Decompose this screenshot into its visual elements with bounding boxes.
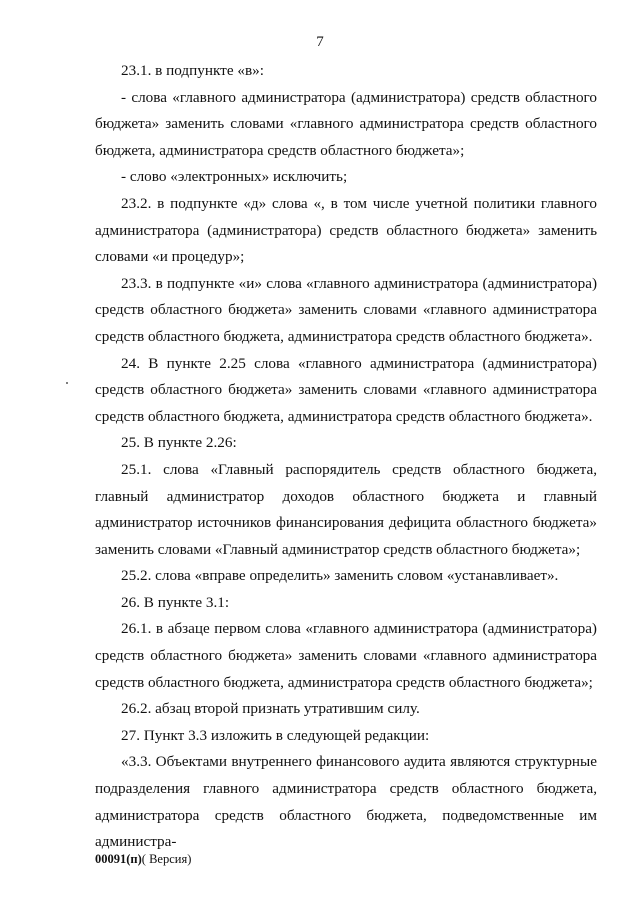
- paragraph: 24. В пункте 2.25 слова «главного администратора (администратора) средств областного бюджета» заменить словами «главного администратора средств областного бюджета, администратора средств областного бюджета».: [95, 354, 597, 425]
- paragraph: - слова «главного администратора (администратора) средств областного бюджета» заменить словами «главного администратора средств областного бюджета, администратора средств областного бюджета»;: [95, 88, 597, 159]
- paragraph: 25.2. слова «вправе определить» заменить словом «устанавливает».: [121, 567, 559, 585]
- footer-code: 00091(п): [95, 852, 142, 866]
- paragraph: 26.2. абзац второй признать утратившим силу.: [121, 700, 420, 718]
- margin-mark: [66, 382, 68, 384]
- footer-label: ( Версия): [141, 852, 192, 866]
- document-footer: [95, 852, 191, 867]
- paragraph: 26.1. в абзаце первом слова «главного администратора (администратора) средств областного бюджета» заменить словами «главного администратора средств областного бюджета, администратора средств областного бюджета»;: [95, 620, 597, 691]
- paragraph: 23.3. в подпункте «и» слова «главного администратора (администратора) средств областного бюджета» заменить словами «главного администратора средств областного бюджета, администратора средств областного бюджета».: [95, 274, 597, 345]
- paragraph: 23.1. в подпункте «в»:: [121, 62, 264, 79]
- paragraph: 25.1. слова «Главный распорядитель средств областного бюджета, главный администратор доходов областного бюджета и главный администратор источников финансирования дефицита областного бюджета» заменить словами «Главный администратор средств областного бюджета»;: [95, 460, 597, 558]
- paragraph: - слово «электронных» исключить;: [121, 168, 348, 186]
- paragraph: 25. В пункте 2.26:: [121, 434, 237, 452]
- paragraph: 23.2. в подпункте «д» слова «, в том числе учетной политики главного администратора (администратора) средств областного бюджета» заменить словами «и процедур»;: [95, 194, 597, 266]
- paragraph: 26. В пункте 3.1:: [121, 593, 230, 611]
- paragraph: «3.3. Объектами внутреннего финансового аудита являются структурные подразделения главного администратора средств областного бюджета, администратора средств областного бюджета, подведомственные им администра-: [95, 753, 597, 851]
- paragraph: 27. Пункт 3.3 изложить в следующей редакции:: [121, 726, 430, 744]
- document-body: [95, 58, 597, 856]
- page-number: 7: [316, 34, 324, 50]
